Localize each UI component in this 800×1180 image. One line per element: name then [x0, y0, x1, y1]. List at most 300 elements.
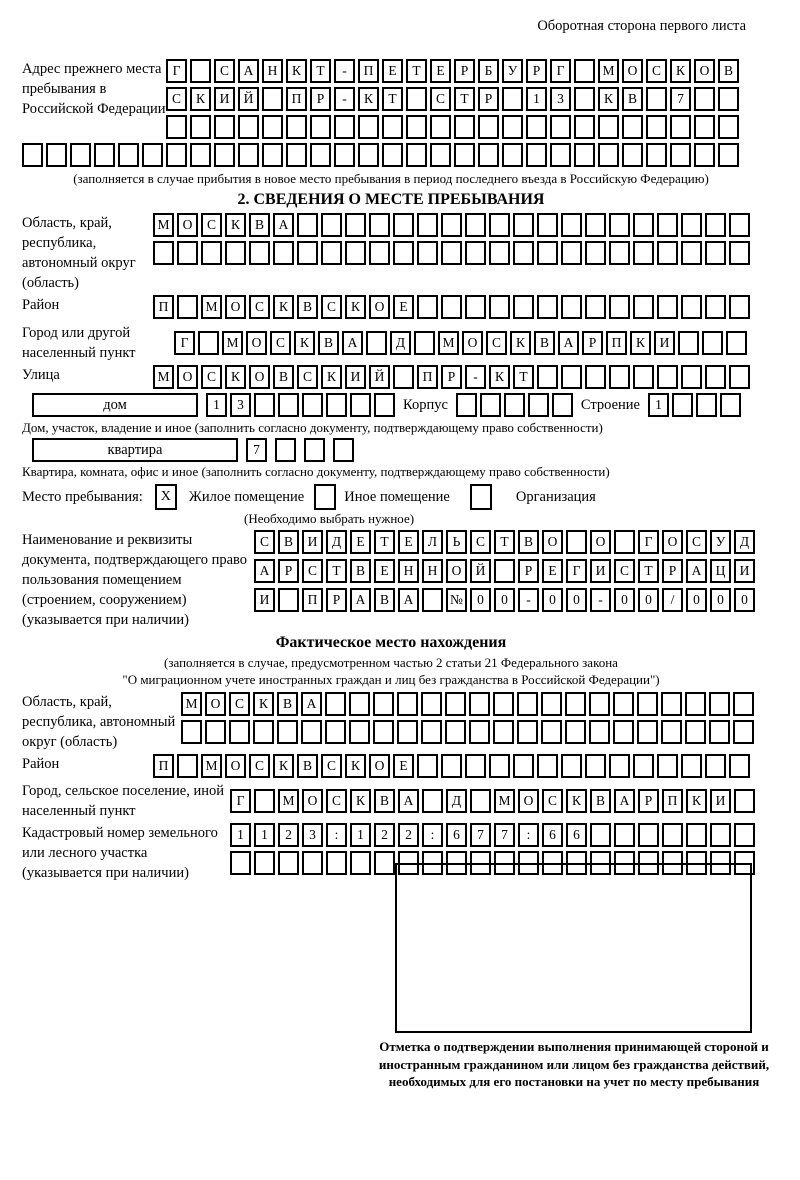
char-box — [705, 213, 726, 237]
char-box — [334, 115, 355, 139]
char-box: Е — [393, 295, 414, 319]
char-box — [441, 241, 462, 265]
gorod-section — [22, 323, 760, 363]
char-box — [310, 115, 331, 139]
char-box: 2 — [278, 823, 299, 847]
char-box — [422, 851, 443, 875]
char-box: К — [294, 331, 315, 355]
char-box — [513, 754, 534, 778]
char-box: К — [489, 365, 510, 389]
char-box — [541, 720, 562, 744]
char-box — [517, 720, 538, 744]
char-box: О — [177, 365, 198, 389]
oblast-row-1 — [153, 213, 750, 237]
char-box — [705, 754, 726, 778]
char-box — [718, 143, 739, 167]
char-box — [238, 143, 259, 167]
char-box — [301, 720, 322, 744]
char-box — [528, 393, 549, 417]
char-box — [613, 720, 634, 744]
char-box: 6 — [446, 823, 467, 847]
char-box: С — [686, 530, 707, 554]
mesto-label: Место пребывания: — [22, 488, 143, 505]
char-box: И — [710, 789, 731, 813]
char-box: С — [470, 530, 491, 554]
char-box — [430, 143, 451, 167]
char-box — [574, 143, 595, 167]
char-box: В — [249, 213, 270, 237]
char-box — [574, 115, 595, 139]
char-box — [198, 331, 219, 355]
char-box — [393, 365, 414, 389]
char-box: Е — [374, 559, 395, 583]
char-box: А — [350, 588, 371, 612]
char-box — [230, 851, 251, 875]
prev-address-row-2 — [166, 87, 739, 111]
char-box — [537, 754, 558, 778]
char-box: 0 — [494, 588, 515, 612]
char-box — [249, 241, 270, 265]
char-box: К — [225, 365, 246, 389]
stamp-note: Отметка о подтверждении выполнения принимающей стороной и иностранным гражданином или лицом без гражданства действий, необходимых для его постановки на учет по месту пребывания — [378, 1039, 770, 1090]
korpus-boxes — [456, 393, 573, 417]
char-box — [694, 115, 715, 139]
char-box — [275, 438, 296, 462]
char-box: У — [710, 530, 731, 554]
char-box: 6 — [542, 823, 563, 847]
char-box: К — [670, 59, 691, 83]
oblast-label: Область, край, республика, автономный округ (область) — [22, 215, 136, 291]
char-box: И — [654, 331, 675, 355]
char-box — [685, 692, 706, 716]
char-box: С — [321, 295, 342, 319]
fact-oblast-section — [22, 692, 760, 752]
char-box — [393, 241, 414, 265]
option-inoe-label: Иное помещение — [344, 488, 450, 505]
kadastr-row-2 — [230, 851, 755, 875]
oblast-row-2 — [153, 241, 750, 265]
char-box — [205, 720, 226, 744]
char-box — [729, 365, 750, 389]
char-box: Т — [382, 87, 403, 111]
char-box: 0 — [542, 588, 563, 612]
char-box: 2 — [398, 823, 419, 847]
char-box: А — [686, 559, 707, 583]
char-box: В — [718, 59, 739, 83]
char-box — [382, 143, 403, 167]
char-box: К — [358, 87, 379, 111]
fact-raion-label: Район — [22, 756, 60, 772]
char-box: Н — [262, 59, 283, 83]
char-box — [190, 115, 211, 139]
char-box — [465, 241, 486, 265]
option-zhiloe-label: Жилое помещение — [188, 488, 305, 505]
char-box — [633, 241, 654, 265]
char-box — [585, 754, 606, 778]
char-box — [333, 438, 354, 462]
char-box — [502, 143, 523, 167]
fact-oblast-row-2 — [181, 720, 754, 744]
char-box: А — [273, 213, 294, 237]
char-box — [493, 692, 514, 716]
char-box: 1 — [648, 393, 669, 417]
char-box — [537, 213, 558, 237]
doc-row-1 — [254, 530, 755, 554]
char-box: 1 — [526, 87, 547, 111]
char-box: Н — [422, 559, 443, 583]
fact-gorod-label: Город, сельское поселение, иной населенный пункт — [22, 783, 225, 819]
char-box — [710, 823, 731, 847]
char-box: П — [153, 754, 174, 778]
prev-address-label: Адрес прежнего места пребывания в Российской Федерации — [22, 61, 166, 117]
char-box: С — [326, 789, 347, 813]
char-box — [214, 143, 235, 167]
char-box — [609, 241, 630, 265]
ulitsa-section — [22, 365, 760, 389]
char-box: 0 — [470, 588, 491, 612]
char-box — [277, 720, 298, 744]
char-box — [685, 720, 706, 744]
char-box — [681, 241, 702, 265]
char-box — [694, 87, 715, 111]
doc-section — [22, 530, 760, 630]
prev-address-row-4 — [22, 143, 760, 167]
char-box: П — [417, 365, 438, 389]
ulitsa-label: Улица — [22, 367, 60, 383]
char-box — [661, 692, 682, 716]
char-box — [489, 754, 510, 778]
char-box: А — [398, 789, 419, 813]
char-box — [326, 851, 347, 875]
char-box: К — [273, 295, 294, 319]
char-box — [229, 720, 250, 744]
char-box — [720, 393, 741, 417]
char-box — [374, 393, 395, 417]
char-box: Р — [582, 331, 603, 355]
char-box — [734, 851, 755, 875]
char-box: И — [345, 365, 366, 389]
dom-note: Дом, участок, владение и иное (заполнить согласно документу, подтверждающему право собственности) — [22, 420, 603, 435]
char-box — [513, 295, 534, 319]
char-box — [589, 692, 610, 716]
char-box: 0 — [638, 588, 659, 612]
char-box — [334, 143, 355, 167]
doc-label: Наименование и реквизиты документа, подтверждающего право пользования помещением (строением, сооружением) (указывается при наличии) — [22, 532, 248, 628]
char-box — [609, 754, 630, 778]
stamp-box — [395, 863, 752, 1033]
char-box: 7 — [470, 823, 491, 847]
char-box: 3 — [550, 87, 571, 111]
char-box: В — [297, 754, 318, 778]
char-box: С — [249, 754, 270, 778]
char-box: С — [646, 59, 667, 83]
korpus-label: Корпус — [403, 396, 448, 413]
char-box: К — [345, 295, 366, 319]
char-box: С — [229, 692, 250, 716]
char-box — [345, 213, 366, 237]
char-box — [681, 754, 702, 778]
char-box: 3 — [302, 823, 323, 847]
char-box — [321, 241, 342, 265]
char-box — [470, 789, 491, 813]
char-box: О — [177, 213, 198, 237]
char-box: В — [273, 365, 294, 389]
char-box — [190, 143, 211, 167]
char-box: Р — [518, 559, 539, 583]
char-box: - — [518, 588, 539, 612]
char-box: Б — [478, 59, 499, 83]
char-box: С — [486, 331, 507, 355]
prev-address-section — [22, 59, 760, 139]
char-box: О — [694, 59, 715, 83]
char-box: Т — [513, 365, 534, 389]
char-box: Г — [230, 789, 251, 813]
char-box — [633, 213, 654, 237]
char-box: А — [558, 331, 579, 355]
char-box: И — [590, 559, 611, 583]
fact-raion-row — [153, 754, 750, 778]
char-box — [646, 87, 667, 111]
char-box — [489, 213, 510, 237]
char-box — [633, 295, 654, 319]
char-box: Т — [406, 59, 427, 83]
char-box: 1 — [350, 823, 371, 847]
char-box — [441, 295, 462, 319]
char-box — [238, 115, 259, 139]
char-box: А — [301, 692, 322, 716]
gorod-label: Город или другой населенный пункт — [22, 325, 136, 361]
char-box: П — [153, 295, 174, 319]
char-box: М — [153, 365, 174, 389]
char-box: 2 — [374, 823, 395, 847]
char-box — [325, 692, 346, 716]
char-box — [561, 213, 582, 237]
char-box — [718, 115, 739, 139]
char-box: 7 — [246, 438, 267, 462]
char-box: Р — [526, 59, 547, 83]
char-box — [518, 851, 539, 875]
char-box: Н — [398, 559, 419, 583]
char-box: 0 — [710, 588, 731, 612]
kadastr-label: Кадастровый номер земельного или лесного участка (указывается при наличии) — [22, 825, 218, 881]
raion-label: Район — [22, 297, 60, 313]
char-box: Й — [470, 559, 491, 583]
char-box — [598, 115, 619, 139]
char-box: Д — [390, 331, 411, 355]
char-box — [470, 851, 491, 875]
char-box — [705, 241, 726, 265]
oblast-section — [22, 213, 760, 293]
char-box: К — [686, 789, 707, 813]
char-box — [681, 365, 702, 389]
char-box — [709, 692, 730, 716]
char-box — [297, 213, 318, 237]
char-box — [678, 331, 699, 355]
char-box: В — [374, 588, 395, 612]
fact-raion-section — [22, 754, 760, 778]
char-box: С — [542, 789, 563, 813]
char-box — [585, 295, 606, 319]
char-box — [417, 754, 438, 778]
char-box — [622, 143, 643, 167]
char-box: В — [590, 789, 611, 813]
char-box — [465, 295, 486, 319]
char-box: : — [518, 823, 539, 847]
char-box — [349, 692, 370, 716]
char-box — [585, 213, 606, 237]
char-box: 1 — [254, 823, 275, 847]
char-box — [537, 365, 558, 389]
char-box — [585, 241, 606, 265]
stroenie-boxes — [648, 393, 741, 417]
prev-address-row-3 — [166, 115, 739, 139]
stroenie-label: Строение — [580, 396, 640, 413]
char-box: К — [321, 365, 342, 389]
char-box: Г — [566, 559, 587, 583]
char-box: Р — [662, 559, 683, 583]
prev-address-note: (заполняется в случае прибытия в новое место пребывания в период последнего въезда в Российскую Федерацию) — [73, 171, 709, 186]
char-box — [469, 720, 490, 744]
char-box — [153, 241, 174, 265]
char-box — [358, 143, 379, 167]
char-box: М — [201, 754, 222, 778]
char-box — [253, 720, 274, 744]
char-box: Т — [454, 87, 475, 111]
char-box — [609, 295, 630, 319]
char-box — [504, 393, 525, 417]
char-box: О — [225, 754, 246, 778]
char-box — [638, 823, 659, 847]
char-box: Й — [238, 87, 259, 111]
char-box — [513, 241, 534, 265]
char-box: / — [662, 588, 683, 612]
char-box — [278, 393, 299, 417]
char-box — [302, 851, 323, 875]
char-box: Р — [638, 789, 659, 813]
char-box: Е — [430, 59, 451, 83]
char-box: Д — [446, 789, 467, 813]
char-box — [681, 213, 702, 237]
char-box: С — [321, 754, 342, 778]
char-box — [430, 115, 451, 139]
char-box — [225, 241, 246, 265]
char-box — [454, 115, 475, 139]
char-box — [609, 213, 630, 237]
char-box — [273, 241, 294, 265]
char-box — [94, 143, 115, 167]
char-box: О — [446, 559, 467, 583]
char-box — [661, 720, 682, 744]
char-box — [502, 115, 523, 139]
char-box: А — [342, 331, 363, 355]
char-box: К — [510, 331, 531, 355]
char-box: Р — [310, 87, 331, 111]
char-box — [493, 720, 514, 744]
char-box: К — [630, 331, 651, 355]
char-box: Т — [374, 530, 395, 554]
char-box: С — [270, 331, 291, 355]
char-box: А — [254, 559, 275, 583]
char-box — [469, 692, 490, 716]
char-box — [733, 692, 754, 716]
char-box: И — [734, 559, 755, 583]
char-box — [478, 143, 499, 167]
char-box: 7 — [670, 87, 691, 111]
char-box — [166, 115, 187, 139]
kvartira-boxes — [246, 438, 354, 462]
char-box: В — [374, 789, 395, 813]
fact-gorod-section — [22, 781, 760, 821]
char-box — [374, 851, 395, 875]
kadastr-row-1 — [230, 823, 755, 847]
char-box: П — [606, 331, 627, 355]
char-box — [733, 720, 754, 744]
char-box: К — [598, 87, 619, 111]
char-box — [465, 213, 486, 237]
char-box — [550, 115, 571, 139]
char-box — [406, 143, 427, 167]
kvartira-row — [22, 438, 760, 462]
char-box: Д — [326, 530, 347, 554]
fact-oblast-row-1 — [181, 692, 754, 716]
char-box: Л — [422, 530, 443, 554]
char-box — [657, 213, 678, 237]
char-box — [118, 143, 139, 167]
char-box — [585, 365, 606, 389]
char-box: О — [302, 789, 323, 813]
char-box — [446, 851, 467, 875]
char-box: Г — [638, 530, 659, 554]
char-box — [574, 87, 595, 111]
char-box — [566, 851, 587, 875]
char-box — [637, 720, 658, 744]
char-box — [681, 295, 702, 319]
char-box — [734, 823, 755, 847]
char-box — [142, 143, 163, 167]
char-box — [729, 241, 750, 265]
char-box — [609, 365, 630, 389]
checkbox-zhiloe: X — [155, 484, 177, 510]
char-box: О — [590, 530, 611, 554]
char-box: К — [345, 754, 366, 778]
fact-oblast-label: Область, край, республика, автономный округ (область) — [22, 694, 176, 750]
char-box: Ц — [710, 559, 731, 583]
char-box: В — [350, 559, 371, 583]
char-box — [46, 143, 67, 167]
char-box: С — [166, 87, 187, 111]
char-box — [417, 241, 438, 265]
char-box: К — [350, 789, 371, 813]
char-box — [177, 295, 198, 319]
char-box: К — [286, 59, 307, 83]
char-box — [614, 823, 635, 847]
char-box: П — [302, 588, 323, 612]
char-box: С — [201, 213, 222, 237]
char-box: - — [465, 365, 486, 389]
char-box: Т — [638, 559, 659, 583]
char-box: Е — [542, 559, 563, 583]
char-box — [262, 115, 283, 139]
char-box: С — [249, 295, 270, 319]
char-box — [414, 331, 435, 355]
char-box: 0 — [734, 588, 755, 612]
char-box — [254, 393, 275, 417]
char-box — [502, 87, 523, 111]
char-box — [726, 331, 747, 355]
char-box: Т — [494, 530, 515, 554]
char-box — [672, 393, 693, 417]
char-box — [657, 295, 678, 319]
